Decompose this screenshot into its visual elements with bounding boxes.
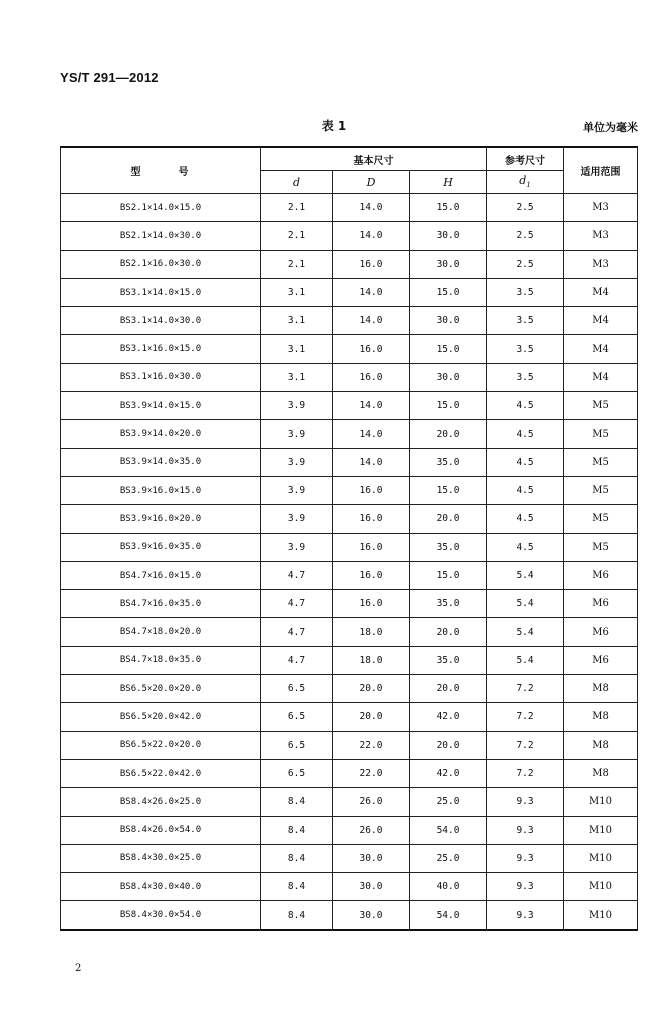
d1-subscript: 1: [526, 181, 531, 190]
d-cell: 6.5: [261, 731, 333, 759]
H-cell: 30.0: [410, 307, 487, 335]
d1-cell: 4.5: [487, 448, 564, 476]
range-cell: M8: [564, 703, 638, 731]
model-cell: BS8.4×30.0×25.0: [61, 844, 261, 872]
d-cell: 4.7: [261, 646, 333, 674]
D-cell: 16.0: [333, 335, 410, 363]
d1-cell: 3.5: [487, 335, 564, 363]
range-cell: M6: [564, 646, 638, 674]
dimensions-table: [60, 146, 638, 931]
d1-cell: 7.2: [487, 703, 564, 731]
D-cell: 18.0: [333, 618, 410, 646]
table-row: [61, 335, 638, 363]
d1-column-header: [487, 171, 564, 194]
D-cell: 20.0: [333, 675, 410, 703]
D-cell: 16.0: [333, 590, 410, 618]
d-cell: 3.9: [261, 448, 333, 476]
table-row: [61, 731, 638, 759]
table-row: [61, 250, 638, 278]
D-cell: 14.0: [333, 392, 410, 420]
range-cell: M10: [564, 816, 638, 844]
D-column-header: D: [333, 171, 410, 194]
model-cell: BS3.9×14.0×15.0: [61, 392, 261, 420]
d1-cell: 2.5: [487, 222, 564, 250]
d-cell: 3.1: [261, 307, 333, 335]
d-cell: 6.5: [261, 759, 333, 787]
H-cell: 35.0: [410, 448, 487, 476]
range-cell: M5: [564, 420, 638, 448]
range-cell: M5: [564, 533, 638, 561]
table-row: [61, 561, 638, 589]
d1-cell: 5.4: [487, 646, 564, 674]
model-cell: BS3.1×16.0×30.0: [61, 363, 261, 391]
model-cell: BS4.7×16.0×15.0: [61, 561, 261, 589]
range-cell: M6: [564, 590, 638, 618]
d1-cell: 9.3: [487, 788, 564, 816]
d-cell: 3.9: [261, 420, 333, 448]
range-cell: M4: [564, 363, 638, 391]
range-cell: M10: [564, 901, 638, 930]
D-cell: 30.0: [333, 844, 410, 872]
H-cell: 15.0: [410, 392, 487, 420]
d1-cell: 7.2: [487, 675, 564, 703]
table-row: [61, 222, 638, 250]
D-cell: 14.0: [333, 222, 410, 250]
table-row: [61, 476, 638, 504]
model-cell: BS4.7×18.0×35.0: [61, 646, 261, 674]
H-cell: 35.0: [410, 646, 487, 674]
model-cell: BS6.5×20.0×42.0: [61, 703, 261, 731]
model-cell: BS3.1×14.0×15.0: [61, 278, 261, 306]
D-cell: 20.0: [333, 703, 410, 731]
d1-cell: 7.2: [487, 731, 564, 759]
H-cell: 54.0: [410, 901, 487, 930]
d1-cell: 3.5: [487, 307, 564, 335]
model-cell: BS2.1×14.0×30.0: [61, 222, 261, 250]
H-cell: 42.0: [410, 703, 487, 731]
model-cell: BS8.4×30.0×40.0: [61, 873, 261, 901]
H-cell: 15.0: [410, 476, 487, 504]
table-row: [61, 788, 638, 816]
H-cell: 35.0: [410, 533, 487, 561]
d-cell: 2.1: [261, 194, 333, 222]
d-cell: 4.7: [261, 618, 333, 646]
application-range-header: 适用范围: [564, 147, 638, 194]
d1-cell: 9.3: [487, 873, 564, 901]
d1-cell: 4.5: [487, 420, 564, 448]
d1-cell: 5.4: [487, 590, 564, 618]
range-cell: M4: [564, 278, 638, 306]
H-cell: 35.0: [410, 590, 487, 618]
H-cell: 30.0: [410, 363, 487, 391]
D-cell: 26.0: [333, 816, 410, 844]
D-cell: 16.0: [333, 533, 410, 561]
d-cell: 8.4: [261, 901, 333, 930]
range-cell: M4: [564, 335, 638, 363]
d-cell: 3.9: [261, 533, 333, 561]
model-cell: BS4.7×16.0×35.0: [61, 590, 261, 618]
d1-cell: 3.5: [487, 363, 564, 391]
table-row: [61, 873, 638, 901]
table-row: [61, 392, 638, 420]
H-cell: 15.0: [410, 278, 487, 306]
d-cell: 2.1: [261, 250, 333, 278]
range-cell: M5: [564, 505, 638, 533]
table-row: [61, 590, 638, 618]
basic-dimensions-header: 基本尺寸: [261, 147, 487, 171]
d-column-header: d: [261, 171, 333, 194]
d-cell: 3.1: [261, 278, 333, 306]
table-row: [61, 844, 638, 872]
model-cell: BS3.9×14.0×20.0: [61, 420, 261, 448]
D-cell: 16.0: [333, 561, 410, 589]
table-row: [61, 901, 638, 930]
table-row: [61, 363, 638, 391]
table-row: [61, 703, 638, 731]
d-cell: 4.7: [261, 561, 333, 589]
D-cell: 22.0: [333, 759, 410, 787]
range-cell: M10: [564, 788, 638, 816]
D-cell: 16.0: [333, 505, 410, 533]
d-cell: 2.1: [261, 222, 333, 250]
table-row: [61, 448, 638, 476]
model-cell: BS8.4×26.0×54.0: [61, 816, 261, 844]
d1-cell: 4.5: [487, 505, 564, 533]
range-cell: M6: [564, 618, 638, 646]
range-cell: M8: [564, 675, 638, 703]
D-cell: 16.0: [333, 363, 410, 391]
table-row: [61, 278, 638, 306]
model-cell: BS3.9×14.0×35.0: [61, 448, 261, 476]
d-cell: 8.4: [261, 788, 333, 816]
d1-symbol: d: [519, 174, 527, 188]
H-cell: 20.0: [410, 618, 487, 646]
model-cell: BS8.4×30.0×54.0: [61, 901, 261, 930]
D-cell: 26.0: [333, 788, 410, 816]
d1-cell: 2.5: [487, 250, 564, 278]
table-caption: 表 1: [321, 119, 347, 133]
model-column-header: 型 号: [61, 147, 261, 194]
table-row: [61, 646, 638, 674]
table-row: [61, 618, 638, 646]
d-cell: 6.5: [261, 675, 333, 703]
table-row: [61, 759, 638, 787]
d-cell: 3.9: [261, 392, 333, 420]
d-cell: 8.4: [261, 873, 333, 901]
d-cell: 3.1: [261, 363, 333, 391]
D-cell: 18.0: [333, 646, 410, 674]
table-row: [61, 194, 638, 222]
H-cell: 15.0: [410, 335, 487, 363]
model-cell: BS3.9×16.0×15.0: [61, 476, 261, 504]
table-row: [61, 533, 638, 561]
model-cell: BS6.5×22.0×42.0: [61, 759, 261, 787]
d-cell: 4.7: [261, 590, 333, 618]
d-cell: 6.5: [261, 703, 333, 731]
d-cell: 3.9: [261, 476, 333, 504]
range-cell: M3: [564, 222, 638, 250]
table-row: [61, 420, 638, 448]
range-cell: M5: [564, 448, 638, 476]
table-row: [61, 675, 638, 703]
d1-cell: 5.4: [487, 618, 564, 646]
d-cell: 8.4: [261, 844, 333, 872]
model-cell: BS3.1×14.0×30.0: [61, 307, 261, 335]
D-cell: 14.0: [333, 420, 410, 448]
H-cell: 20.0: [410, 675, 487, 703]
D-cell: 14.0: [333, 307, 410, 335]
H-column-header: H: [410, 171, 487, 194]
H-cell: 42.0: [410, 759, 487, 787]
H-cell: 30.0: [410, 250, 487, 278]
D-cell: 14.0: [333, 278, 410, 306]
d1-cell: 2.5: [487, 194, 564, 222]
D-cell: 16.0: [333, 476, 410, 504]
d1-cell: 7.2: [487, 759, 564, 787]
H-cell: 40.0: [410, 873, 487, 901]
d1-cell: 3.5: [487, 278, 564, 306]
model-cell: BS2.1×14.0×15.0: [61, 194, 261, 222]
H-cell: 20.0: [410, 420, 487, 448]
model-cell: BS2.1×16.0×30.0: [61, 250, 261, 278]
D-cell: 14.0: [333, 448, 410, 476]
model-cell: BS3.1×16.0×15.0: [61, 335, 261, 363]
range-cell: M5: [564, 392, 638, 420]
d1-cell: 4.5: [487, 476, 564, 504]
model-cell: BS6.5×20.0×20.0: [61, 675, 261, 703]
range-cell: M10: [564, 873, 638, 901]
H-cell: 54.0: [410, 816, 487, 844]
D-cell: 22.0: [333, 731, 410, 759]
d1-cell: 9.3: [487, 844, 564, 872]
range-cell: M3: [564, 194, 638, 222]
range-cell: M5: [564, 476, 638, 504]
range-cell: M10: [564, 844, 638, 872]
H-cell: 15.0: [410, 194, 487, 222]
model-cell: BS8.4×26.0×25.0: [61, 788, 261, 816]
range-cell: M6: [564, 561, 638, 589]
H-cell: 30.0: [410, 222, 487, 250]
D-cell: 14.0: [333, 194, 410, 222]
d1-cell: 5.4: [487, 561, 564, 589]
table-row: [61, 307, 638, 335]
D-cell: 16.0: [333, 250, 410, 278]
unit-note: 单位为毫米: [583, 121, 638, 134]
d1-cell: 9.3: [487, 901, 564, 930]
H-cell: 25.0: [410, 844, 487, 872]
H-cell: 15.0: [410, 561, 487, 589]
d1-cell: 9.3: [487, 816, 564, 844]
table-body: [61, 194, 638, 930]
d1-cell: 4.5: [487, 392, 564, 420]
H-cell: 20.0: [410, 505, 487, 533]
d-cell: 3.9: [261, 505, 333, 533]
H-cell: 25.0: [410, 788, 487, 816]
table-row: [61, 505, 638, 533]
table-header-row: [61, 147, 638, 171]
range-cell: M8: [564, 731, 638, 759]
d-cell: 8.4: [261, 816, 333, 844]
table-row: [61, 816, 638, 844]
range-cell: M3: [564, 250, 638, 278]
model-cell: BS6.5×22.0×20.0: [61, 731, 261, 759]
reference-dimension-header: 参考尺寸: [487, 147, 564, 171]
model-cell: BS4.7×18.0×20.0: [61, 618, 261, 646]
d-cell: 3.1: [261, 335, 333, 363]
D-cell: 30.0: [333, 901, 410, 930]
standard-code: YS/T 291—2012: [60, 70, 159, 85]
H-cell: 20.0: [410, 731, 487, 759]
model-cell: BS3.9×16.0×35.0: [61, 533, 261, 561]
range-cell: M4: [564, 307, 638, 335]
model-cell: BS3.9×16.0×20.0: [61, 505, 261, 533]
range-cell: M8: [564, 759, 638, 787]
d1-cell: 4.5: [487, 533, 564, 561]
D-cell: 30.0: [333, 873, 410, 901]
page-number: 2: [75, 963, 82, 974]
